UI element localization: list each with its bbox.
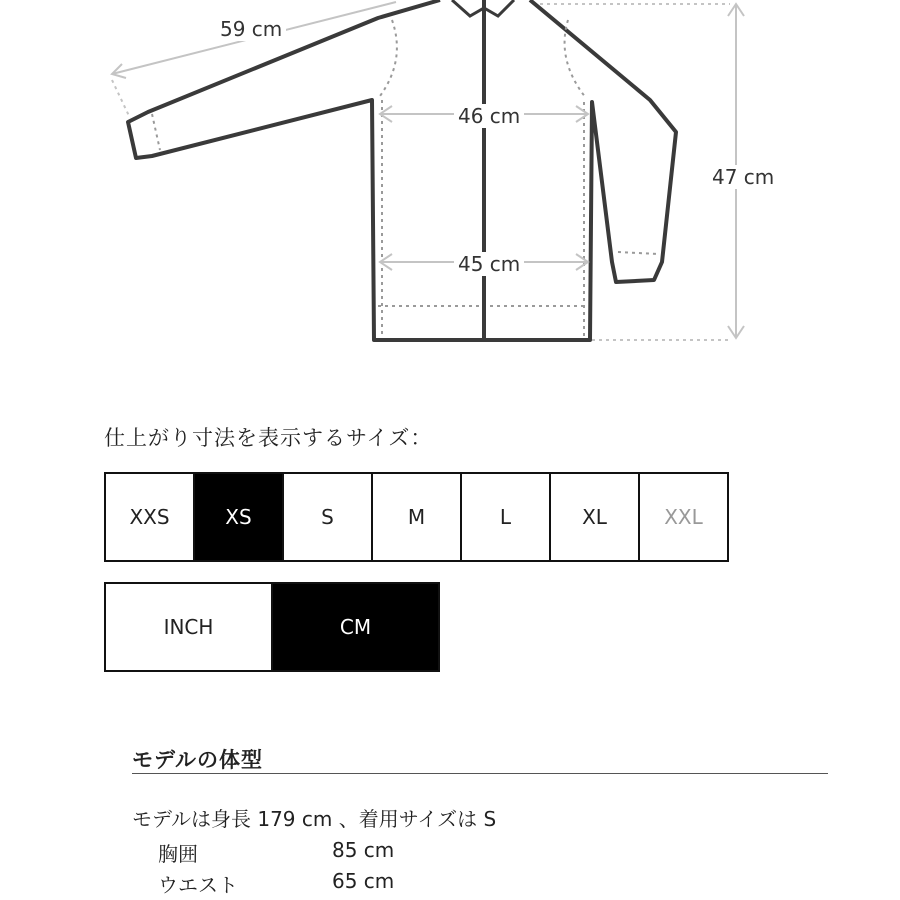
size-option-xl[interactable]: XL (551, 474, 640, 560)
armhole-seam-left (380, 20, 397, 96)
cuff-seam (618, 252, 658, 254)
size-selector (104, 472, 729, 562)
model-summary: モデルは身長 179 cm 、着用サイズは S (132, 807, 497, 831)
garment-diagram (0, 0, 900, 360)
sleeve-length-label: 59 cm (216, 17, 286, 41)
size-selector-title: 仕上がり寸法を表示するサイズ： (104, 426, 433, 450)
model-chest-label: 胸囲 (158, 842, 198, 866)
model-chest-value: 85 cm (332, 838, 395, 862)
unit-cm-button[interactable]: CM (271, 584, 438, 670)
unit-toggle (104, 582, 440, 672)
size-option-m[interactable]: M (373, 474, 462, 560)
body-length-label: 47 cm (708, 165, 778, 189)
sleeve-guide (112, 80, 130, 118)
chest-width-label: 46 cm (454, 104, 524, 128)
hem-width-label: 45 cm (454, 252, 524, 276)
size-option-l[interactable]: L (462, 474, 551, 560)
model-waist-value: 65 cm (332, 869, 395, 893)
size-option-s[interactable]: S (284, 474, 373, 560)
size-option-xxl[interactable]: XXL (640, 474, 727, 560)
garment-outline (128, 0, 676, 340)
section-divider (132, 773, 828, 774)
size-option-xs[interactable]: XS (195, 474, 284, 560)
unit-inch-button[interactable]: INCH (106, 584, 271, 670)
size-option-xxs[interactable]: XXS (106, 474, 195, 560)
sleeve-seam (152, 114, 160, 150)
model-section-heading: モデルの体型 (132, 748, 263, 772)
model-waist-label: ウエスト (158, 873, 238, 897)
